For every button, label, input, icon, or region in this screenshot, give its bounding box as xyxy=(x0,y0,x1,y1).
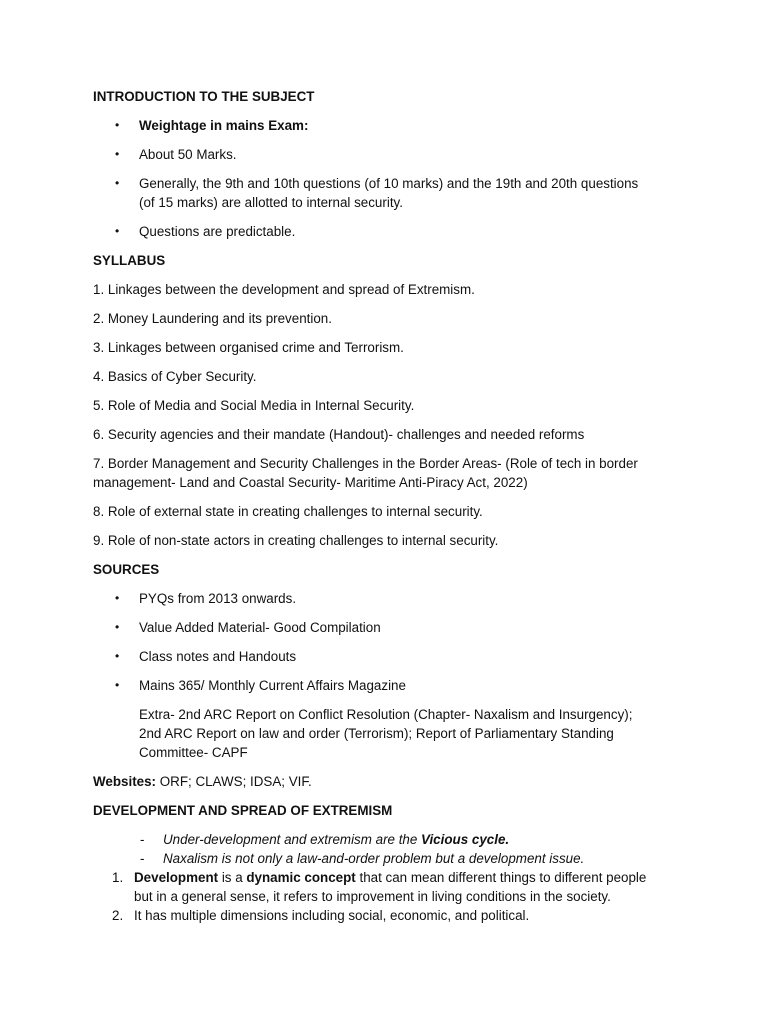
syllabus-item-8: 8. Role of external state in creating challenges to internal security. xyxy=(93,504,483,519)
syllabus-item-9: 9. Role of non-state actors in creating challenges to internal security. xyxy=(93,533,499,548)
bullet-icon: • xyxy=(115,678,120,692)
syllabus-heading: SYLLABUS xyxy=(93,253,166,268)
item-1-text-b: that can mean different things to different people xyxy=(355,870,647,885)
dash-icon: - xyxy=(140,851,145,866)
dash-icon: - xyxy=(140,832,145,847)
bullet-icon: • xyxy=(115,591,120,605)
syllabus-item-6: 6. Security agencies and their mandate (Handout)- challenges and needed reforms xyxy=(93,427,585,442)
syllabus-item-7-line1: 7. Border Management and Security Challenges in the Border Areas- (Role of tech in border xyxy=(93,456,638,471)
sources-extra-line1: Extra- 2nd ARC Report on Conflict Resolution (Chapter- Naxalism and Insurgency); xyxy=(139,707,633,722)
bullet-icon: • xyxy=(115,620,120,634)
intro-bullet-3-line2: (of 15 marks) are allotted to internal security. xyxy=(139,195,403,210)
development-dash-1 xyxy=(163,830,509,849)
intro-bullet-1: Weightage in mains Exam: xyxy=(139,118,309,133)
intro-bullet-3-line1: Generally, the 9th and 10th questions (of 10 marks) and the 19th and 20th questions xyxy=(139,176,639,191)
intro-heading: INTRODUCTION TO THE SUBJECT xyxy=(93,89,315,104)
sources-bullet-3: Class notes and Handouts xyxy=(139,649,297,664)
development-item-1-line2: but in a general sense, it refers to improvement in living conditions in the society. xyxy=(134,889,611,904)
sources-bullet-2: Value Added Material- Good Compilation xyxy=(139,620,381,635)
bullet-icon: • xyxy=(115,649,120,663)
bullet-icon: • xyxy=(115,224,120,238)
websites-value: ORF; CLAWS; IDSA; VIF. xyxy=(156,774,312,789)
sources-extra-line3: Committee- CAPF xyxy=(139,745,248,760)
development-dash-2: Naxalism is not only a law-and-order problem but a development issue. xyxy=(163,851,585,866)
sources-extra-line2: 2nd ARC Report on law and order (Terrorism); Report of Parliamentary Standing xyxy=(139,726,614,741)
websites-label: Websites: xyxy=(93,774,157,789)
bullet-icon: • xyxy=(115,118,120,132)
item-1-text-a: is a xyxy=(218,870,247,885)
sources-bullet-4: Mains 365/ Monthly Current Affairs Magazine xyxy=(139,678,406,693)
intro-bullet-4: Questions are predictable. xyxy=(139,224,296,239)
syllabus-item-3: 3. Linkages between organised crime and Terrorism. xyxy=(93,340,404,355)
item-1-bold-b: dynamic concept xyxy=(246,870,356,885)
bullet-icon: • xyxy=(115,147,120,161)
syllabus-item-1: 1. Linkages between the development and spread of Extremism. xyxy=(93,282,475,297)
item-1-bold-a: Development xyxy=(134,870,219,885)
dash-1-text: Under-development and extremism are the xyxy=(163,832,422,847)
development-item-1-line1 xyxy=(134,868,646,887)
syllabus-item-7-line2: management- Land and Coastal Security- Maritime Anti-Piracy Act, 2022) xyxy=(93,475,528,490)
list-number-2: 2. xyxy=(112,908,124,923)
syllabus-item-5: 5. Role of Media and Social Media in Internal Security. xyxy=(93,398,415,413)
websites-line xyxy=(93,772,312,791)
intro-bullet-2: About 50 Marks. xyxy=(139,147,237,162)
development-heading: DEVELOPMENT AND SPREAD OF EXTREMISM xyxy=(93,803,393,818)
sources-bullet-1: PYQs from 2013 onwards. xyxy=(139,591,297,606)
syllabus-item-2: 2. Money Laundering and its prevention. xyxy=(93,311,332,326)
list-number-1: 1. xyxy=(112,870,124,885)
sources-heading: SOURCES xyxy=(93,562,160,577)
bullet-icon: • xyxy=(115,176,120,190)
development-item-2: It has multiple dimensions including social, economic, and political. xyxy=(134,908,530,923)
dash-1-bold: Vicious cycle. xyxy=(421,832,510,847)
syllabus-item-4: 4. Basics of Cyber Security. xyxy=(93,369,257,384)
